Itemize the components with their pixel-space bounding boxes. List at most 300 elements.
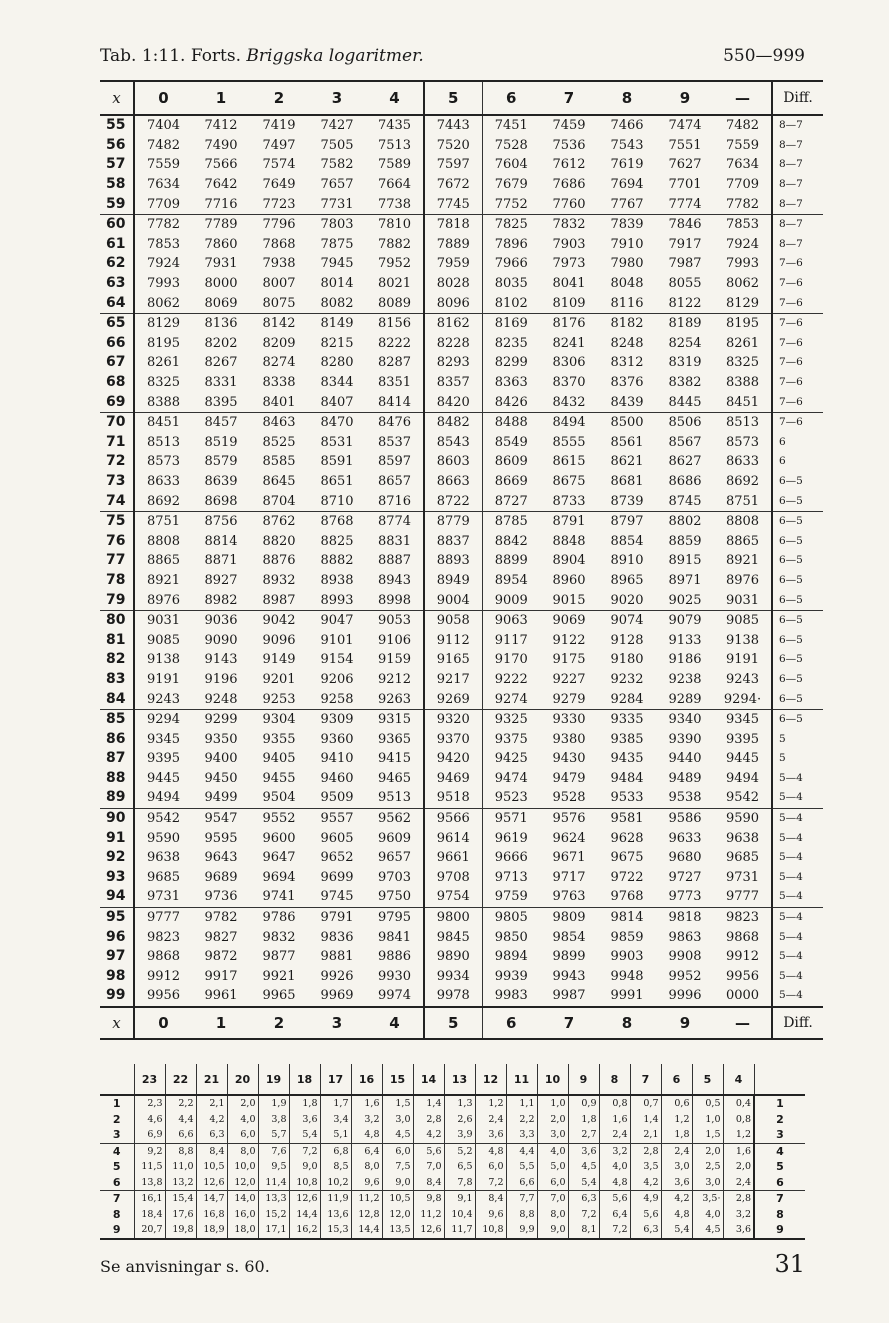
row-diff: 6—5 xyxy=(772,472,823,492)
log-value: 9859 xyxy=(610,929,644,945)
pp-value: 2,4 xyxy=(599,1127,630,1143)
table-body xyxy=(100,115,823,1007)
log-value: 9165 xyxy=(424,650,482,670)
log-value: 8319 xyxy=(668,355,702,371)
log-value: 9360 xyxy=(320,731,354,747)
log-value: 8035 xyxy=(482,274,540,294)
log-value: 8525 xyxy=(262,434,296,450)
log-value: 9294· xyxy=(723,691,762,707)
row-x: 56 xyxy=(100,136,134,156)
row-x: 65 xyxy=(100,313,134,333)
log-value: 9058 xyxy=(424,610,482,630)
log-value: 8779 xyxy=(424,511,482,531)
log-value: 9186 xyxy=(668,652,702,668)
log-value: 9661 xyxy=(424,848,482,868)
row-diff: 6—5 xyxy=(772,551,823,571)
table-row xyxy=(100,136,823,156)
log-value: 8142 xyxy=(250,313,308,333)
log-value: 9823 xyxy=(146,929,181,945)
pp-value: 2,8 xyxy=(723,1191,754,1207)
log-value: 8325 xyxy=(146,375,181,391)
log-value: 7642 xyxy=(204,177,238,193)
log-value: 9609 xyxy=(377,830,412,846)
log-value: 9699 xyxy=(320,869,354,885)
log-value: 9513 xyxy=(377,790,412,806)
log-value: 9750 xyxy=(377,889,412,905)
pp-value: 1,6 xyxy=(723,1143,754,1159)
table-row xyxy=(100,235,823,255)
log-value: 7910 xyxy=(610,236,644,252)
pp-head: 21 xyxy=(196,1064,227,1095)
pp-value: 12,6 xyxy=(413,1222,444,1239)
log-value: 9814 xyxy=(598,907,656,927)
log-value: 8954 xyxy=(482,571,540,591)
pp-row-number: 3 xyxy=(112,1128,121,1142)
log-value: 8579 xyxy=(204,454,238,470)
log-value: 9340 xyxy=(656,709,714,729)
log-value: 7882 xyxy=(377,236,412,252)
log-value: 7752 xyxy=(482,194,540,214)
log-value: 9542 xyxy=(134,808,192,828)
pp-value: 6,6 xyxy=(165,1127,196,1143)
log-value: 9727 xyxy=(668,869,702,885)
pp-head: 14 xyxy=(413,1064,444,1095)
log-value: 8808 xyxy=(146,533,181,549)
log-value: 8395 xyxy=(204,394,238,410)
table-row xyxy=(100,334,823,354)
log-value: 7649 xyxy=(262,177,296,193)
log-value: 9435 xyxy=(610,751,644,767)
log-value: 9263 xyxy=(377,691,412,707)
pp-value: 1,3 xyxy=(444,1095,475,1112)
log-value: 9309 xyxy=(308,709,366,729)
pp-row xyxy=(100,1159,805,1175)
pp-value: 9,5 xyxy=(258,1159,289,1175)
log-value: 9731 xyxy=(146,889,181,905)
log-value: 7980 xyxy=(610,256,644,272)
pp-value: 3,0 xyxy=(661,1159,692,1175)
pp-value: 15,3 xyxy=(320,1222,351,1239)
row-diff: 5—4 xyxy=(772,907,823,927)
pp-value: 16,8 xyxy=(196,1207,227,1223)
log-value: 9647 xyxy=(262,850,296,866)
log-value: 8388 xyxy=(725,375,760,391)
log-value: 9926 xyxy=(320,968,354,984)
log-value: 7497 xyxy=(262,137,296,153)
pp-value: 4,2 xyxy=(630,1175,661,1191)
pp-row xyxy=(100,1095,805,1112)
pp-value: 9,9 xyxy=(506,1222,537,1239)
log-value: 9675 xyxy=(610,850,644,866)
log-value: 9405 xyxy=(262,751,296,767)
log-value: 8686 xyxy=(668,473,702,489)
log-value: 8062 xyxy=(725,276,760,292)
log-value: 9042 xyxy=(250,610,308,630)
log-value: 8000 xyxy=(204,276,238,292)
log-value: 9345 xyxy=(146,731,181,747)
log-value: 9868 xyxy=(146,949,181,965)
row-diff: 6—5 xyxy=(772,511,823,531)
log-value: 9509 xyxy=(320,790,354,806)
log-value: 9978 xyxy=(424,986,482,1007)
pp-row-number-right: 7 xyxy=(754,1191,805,1207)
log-value: 8791 xyxy=(540,511,598,531)
log-value: 8075 xyxy=(262,295,296,311)
log-value: 7694 xyxy=(610,177,644,193)
pp-value: 0,5 xyxy=(692,1095,723,1112)
row-x: 73 xyxy=(100,472,134,492)
log-value: 8854 xyxy=(610,533,644,549)
table-footer-row xyxy=(100,1007,823,1039)
table-row xyxy=(100,531,823,551)
table-title-name: Briggska logaritmer. xyxy=(246,46,424,66)
pp-row-number: 4 xyxy=(100,1143,134,1159)
pp-value: 2,2 xyxy=(165,1095,196,1112)
pp-value: 12,0 xyxy=(382,1207,413,1223)
log-value: 9768 xyxy=(610,889,644,905)
log-value: 9965 xyxy=(250,986,308,1007)
row-diff: 7—6 xyxy=(772,254,823,274)
row-diff: 6 xyxy=(772,433,823,453)
table-row xyxy=(100,650,823,670)
log-value: 8021 xyxy=(377,276,412,292)
pp-value: 2,6 xyxy=(444,1112,475,1128)
log-value: 8887 xyxy=(377,553,412,569)
log-value: 8927 xyxy=(204,572,238,588)
log-value: 7782 xyxy=(725,196,760,212)
log-value: 9106 xyxy=(377,632,412,648)
log-value: 8549 xyxy=(482,433,540,453)
row-diff: 5—4 xyxy=(772,927,823,947)
footer-col-0: 0 xyxy=(134,1007,192,1039)
pp-corner xyxy=(100,1064,134,1095)
log-value: 9096 xyxy=(262,632,296,648)
log-value: 7582 xyxy=(320,157,354,173)
log-value: 9138 xyxy=(725,632,760,648)
log-value: 8837 xyxy=(424,531,482,551)
log-value: 9538 xyxy=(668,790,702,806)
log-value: 9903 xyxy=(610,949,644,965)
log-value: 9122 xyxy=(552,632,586,648)
pp-value: 4,6 xyxy=(134,1112,165,1128)
pp-value: 3,6 xyxy=(568,1143,599,1159)
log-value: 9600 xyxy=(262,830,296,846)
row-diff: 7—6 xyxy=(772,293,823,313)
log-value: 9455 xyxy=(262,770,296,786)
pp-value: 6,3 xyxy=(196,1127,227,1143)
log-value: 8998 xyxy=(377,592,412,608)
log-value: 9518 xyxy=(424,788,482,808)
pp-value: 10,5 xyxy=(382,1191,413,1207)
pp-row-number-right: 3 xyxy=(754,1127,805,1143)
log-value: 0000 xyxy=(714,986,772,1007)
log-value: 9786 xyxy=(250,907,308,927)
log-value: 7973 xyxy=(552,256,586,272)
log-value: 9430 xyxy=(552,751,586,767)
pp-row-number: 9 xyxy=(100,1222,134,1239)
pp-value: 4,2 xyxy=(661,1191,692,1207)
row-diff: 5—4 xyxy=(772,808,823,828)
log-value: 8597 xyxy=(377,454,412,470)
pp-value: 8,1 xyxy=(568,1222,599,1239)
log-value: 9069 xyxy=(540,610,598,630)
log-value: 8848 xyxy=(552,533,586,549)
log-value: 8062 xyxy=(146,295,181,311)
log-value: 7709 xyxy=(146,196,181,212)
pp-value: 2,0 xyxy=(537,1112,568,1128)
log-value: 7868 xyxy=(262,236,296,252)
row-diff: 8—7 xyxy=(772,214,823,234)
pp-value: 5,7 xyxy=(258,1127,289,1143)
row-x: 96 xyxy=(100,927,134,947)
pp-value: 9,0 xyxy=(289,1159,320,1175)
table-title xyxy=(100,46,424,66)
pp-value: 4,2 xyxy=(413,1127,444,1143)
table-row xyxy=(100,115,823,136)
log-value: 8388 xyxy=(146,394,181,410)
log-value: 9823 xyxy=(714,907,772,927)
table-row xyxy=(100,491,823,511)
log-value: 8261 xyxy=(146,355,181,371)
row-diff: 5—4 xyxy=(772,967,823,987)
pp-value: 6,3 xyxy=(630,1222,661,1239)
header-col-0: 0 xyxy=(134,81,192,115)
log-value: 8014 xyxy=(320,276,354,292)
pp-value: 2,7 xyxy=(568,1127,599,1143)
table-row xyxy=(100,808,823,828)
pp-value: 1,0 xyxy=(537,1095,568,1112)
log-value: 7482 xyxy=(146,137,181,153)
log-value: 9886 xyxy=(377,949,412,965)
log-value: 9717 xyxy=(552,869,586,885)
log-value: 7459 xyxy=(552,118,586,134)
log-value: 9385 xyxy=(610,731,644,747)
log-value: 9943 xyxy=(552,968,586,984)
log-value: 9460 xyxy=(320,770,354,786)
log-value: 9805 xyxy=(482,907,540,927)
pp-head: 19 xyxy=(258,1064,289,1095)
log-value: 9445 xyxy=(725,751,760,767)
pp-head: 18 xyxy=(289,1064,320,1095)
log-value: 9628 xyxy=(610,830,644,846)
pp-value: 4,5 xyxy=(568,1159,599,1175)
log-value: 8882 xyxy=(320,553,354,569)
row-x: 66 xyxy=(100,334,134,354)
table-row xyxy=(100,729,823,749)
log-value: 9191 xyxy=(146,671,181,687)
row-x: 58 xyxy=(100,175,134,195)
row-diff: 6—5 xyxy=(772,531,823,551)
log-value: 7443 xyxy=(424,115,482,136)
log-value: 8663 xyxy=(424,472,482,492)
header-col-5: 5 xyxy=(424,81,482,115)
log-value: 9930 xyxy=(377,968,412,984)
log-value: 9912 xyxy=(725,949,760,965)
pp-value: 1,8 xyxy=(568,1112,599,1128)
footer-note: Se anvisningar s. 60. xyxy=(100,1257,270,1276)
pp-value: 5,5 xyxy=(506,1159,537,1175)
log-value: 9722 xyxy=(610,869,644,885)
pp-value: 1,1 xyxy=(506,1095,537,1112)
log-value: 9680 xyxy=(668,850,702,866)
log-value: 7782 xyxy=(134,214,192,234)
pp-value: 12,8 xyxy=(351,1207,382,1223)
header-x-label: x xyxy=(100,81,134,115)
table-row xyxy=(100,313,823,333)
pp-value: 6,0 xyxy=(475,1159,506,1175)
table-range: 550—999 xyxy=(723,46,805,66)
log-value: 8287 xyxy=(377,355,412,371)
pp-value: 8,0 xyxy=(537,1207,568,1223)
log-value: 8797 xyxy=(598,511,656,531)
log-value: 9996 xyxy=(656,986,714,1007)
log-value: 9763 xyxy=(552,889,586,905)
row-x: 82 xyxy=(100,650,134,670)
log-value: 9956 xyxy=(725,968,760,984)
pp-value: 10,8 xyxy=(475,1222,506,1239)
log-value: 8407 xyxy=(320,394,354,410)
log-value: 9638 xyxy=(146,850,181,866)
log-value: 8774 xyxy=(366,511,424,531)
log-value: 9809 xyxy=(540,907,598,927)
log-value: 8457 xyxy=(192,412,250,432)
row-diff: 6—5 xyxy=(772,670,823,690)
log-value: 8727 xyxy=(482,491,540,511)
log-value: 9420 xyxy=(424,749,482,769)
pp-head: 10 xyxy=(537,1064,568,1095)
log-value: 8938 xyxy=(320,572,354,588)
row-diff: 7—6 xyxy=(772,313,823,333)
log-value: 8871 xyxy=(204,553,238,569)
log-value: 9063 xyxy=(482,610,540,630)
log-value: 9499 xyxy=(204,790,238,806)
log-value: 9912 xyxy=(146,968,181,984)
log-value: 8932 xyxy=(262,572,296,588)
log-value: 9961 xyxy=(192,986,250,1007)
pp-row xyxy=(100,1222,805,1239)
row-x: 90 xyxy=(100,808,134,828)
log-value: 9227 xyxy=(552,671,586,687)
log-value: 8169 xyxy=(482,313,540,333)
log-value: 9159 xyxy=(377,652,412,668)
log-value: 7789 xyxy=(192,214,250,234)
row-diff: 6—5 xyxy=(772,689,823,709)
pp-value: 2,0 xyxy=(723,1159,754,1175)
pp-row-number: 8 xyxy=(112,1207,121,1221)
row-x: 67 xyxy=(100,353,134,373)
log-value: 8156 xyxy=(366,313,424,333)
log-value: 8603 xyxy=(424,452,482,472)
pp-value: 6,5 xyxy=(444,1159,475,1175)
pp-value: 5,6 xyxy=(599,1191,630,1207)
log-value: 9562 xyxy=(366,808,424,828)
row-x: 99 xyxy=(100,986,134,1007)
header-col-1: 1 xyxy=(192,81,250,115)
table-row xyxy=(100,472,823,492)
log-value: 9845 xyxy=(424,927,482,947)
log-value: 8831 xyxy=(377,533,412,549)
log-value: 8280 xyxy=(320,355,354,371)
log-value: 8195 xyxy=(146,335,181,351)
log-value: 8921 xyxy=(725,553,760,569)
pp-value: 3,6 xyxy=(289,1112,320,1128)
log-value: 8657 xyxy=(377,473,412,489)
header-diff-label: Diff. xyxy=(772,81,823,115)
row-diff: 5—4 xyxy=(772,848,823,868)
pp-value: 7,0 xyxy=(413,1159,444,1175)
row-x: 93 xyxy=(100,868,134,888)
table-row xyxy=(100,610,823,630)
log-value: 8987 xyxy=(262,592,296,608)
pp-value: 2,8 xyxy=(630,1143,661,1159)
pp-value: 2,0 xyxy=(692,1143,723,1159)
log-value: 9274 xyxy=(482,689,540,709)
log-value: 9232 xyxy=(610,671,644,687)
table-row xyxy=(100,709,823,729)
pp-value: 14,4 xyxy=(351,1222,382,1239)
table-row xyxy=(100,254,823,274)
log-value: 7731 xyxy=(320,196,354,212)
log-value: 9685 xyxy=(725,850,760,866)
pp-value: 3,5· xyxy=(692,1191,723,1207)
pp-row xyxy=(100,1143,805,1159)
pp-value: 6,4 xyxy=(351,1143,382,1159)
log-value: 9504 xyxy=(262,790,296,806)
pp-value: 3,4 xyxy=(320,1112,351,1128)
log-value: 9773 xyxy=(668,889,702,905)
log-value: 9552 xyxy=(250,808,308,828)
pp-row xyxy=(100,1191,805,1207)
log-value: 9390 xyxy=(668,731,702,747)
log-value: 9133 xyxy=(668,632,702,648)
log-value: 8082 xyxy=(320,295,354,311)
log-value: 9036 xyxy=(192,610,250,630)
log-value: 7987 xyxy=(668,256,702,272)
row-x: 57 xyxy=(100,155,134,175)
pp-value: 7,7 xyxy=(506,1191,537,1207)
log-value: 8202 xyxy=(204,335,238,351)
pp-value: 11,0 xyxy=(165,1159,196,1175)
log-value: 8069 xyxy=(204,295,238,311)
log-value: 8432 xyxy=(552,394,586,410)
pp-value: 4,2 xyxy=(196,1112,227,1128)
pp-value: 8,4 xyxy=(475,1191,506,1207)
log-value: 8228 xyxy=(424,334,482,354)
log-value: 9952 xyxy=(668,968,702,984)
log-value: 9201 xyxy=(262,671,296,687)
log-value: 9657 xyxy=(377,850,412,866)
log-value: 7619 xyxy=(610,157,644,173)
log-value: 9703 xyxy=(377,869,412,885)
log-value: 8842 xyxy=(482,531,540,551)
pp-value: 3,8 xyxy=(258,1112,289,1128)
log-value: 9138 xyxy=(146,652,181,668)
log-value: 9284 xyxy=(610,691,644,707)
pp-value: 11,4 xyxy=(258,1175,289,1191)
log-value: 7701 xyxy=(668,177,702,193)
pp-value: 4,8 xyxy=(661,1207,692,1223)
log-value: 8382 xyxy=(668,375,702,391)
log-value: 9736 xyxy=(204,889,238,905)
log-value: 7536 xyxy=(552,137,586,153)
pp-value: 13,6 xyxy=(320,1207,351,1223)
pp-value: 18,4 xyxy=(134,1207,165,1223)
log-value: 8476 xyxy=(366,412,424,432)
pp-value: 6,6 xyxy=(506,1175,537,1191)
log-value: 9619 xyxy=(482,828,540,848)
row-x: 71 xyxy=(100,433,134,453)
pp-value: 5,4 xyxy=(289,1127,320,1143)
